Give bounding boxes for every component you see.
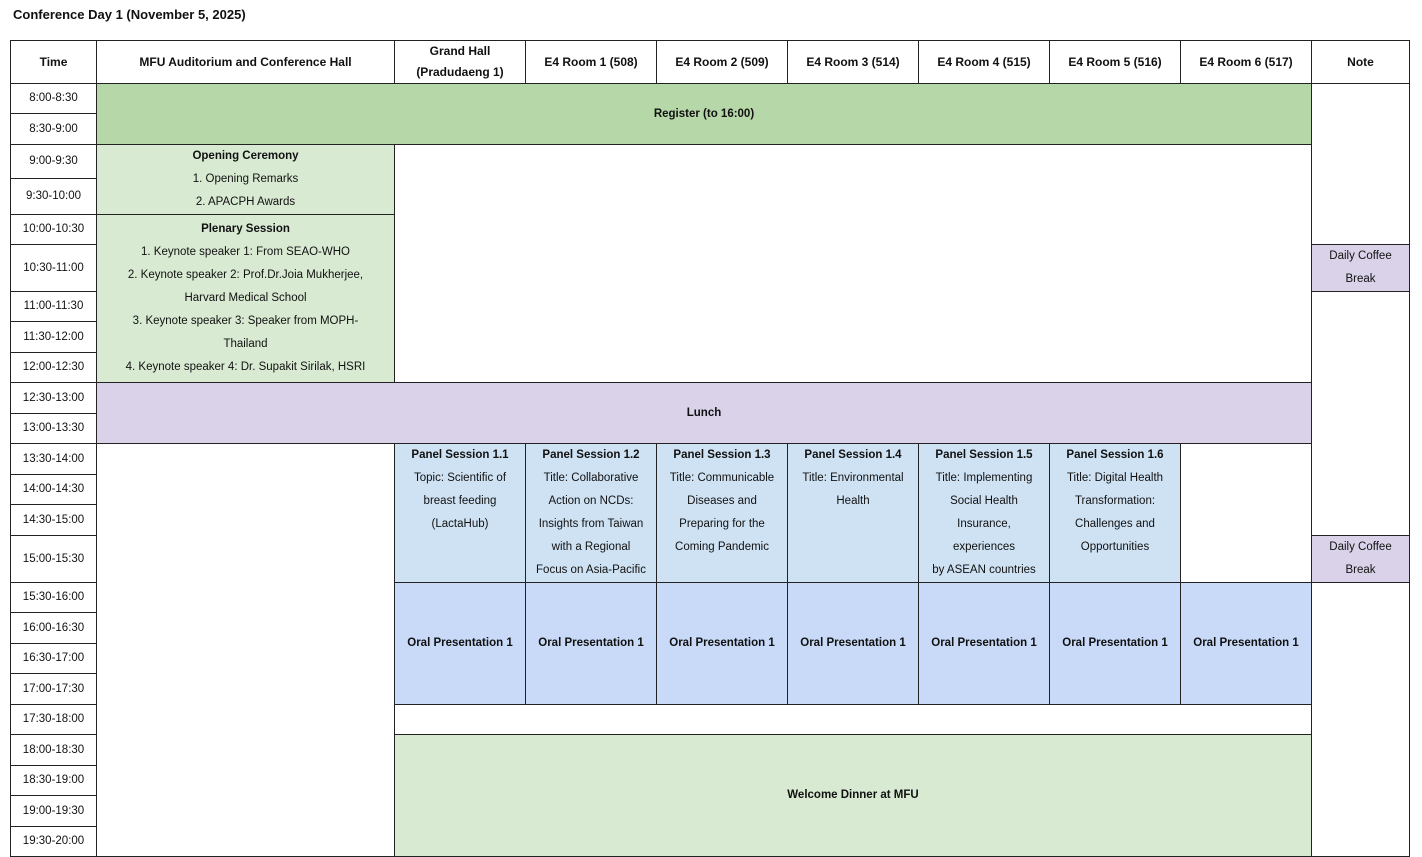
time-cell: 10:00-10:30	[11, 215, 97, 245]
header-time: Time	[11, 41, 97, 84]
oral-presentation-room3: Oral Presentation 1	[788, 583, 919, 705]
coffee-break-line: Break	[1345, 564, 1376, 576]
note-empty	[1312, 292, 1410, 536]
time-cell: 12:30-13:00	[11, 383, 97, 414]
time-cell: 16:30-17:00	[11, 644, 97, 674]
time-cell: 19:00-19:30	[11, 796, 97, 827]
opening-item: 1. Opening Remarks	[192, 173, 299, 185]
oral-presentation-grand-hall: Oral Presentation 1	[395, 583, 526, 705]
panel-line: Focus on Asia-Pacific	[536, 564, 646, 576]
time-cell: 18:30-19:00	[11, 766, 97, 796]
header-auditorium: MFU Auditorium and Conference Hall	[97, 41, 395, 84]
oral-presentation-room2: Oral Presentation 1	[657, 583, 788, 705]
note-empty	[1312, 583, 1410, 857]
panel-line: Social Health	[950, 495, 1018, 507]
header-row	[11, 41, 1410, 84]
plenary-line: Thailand	[223, 338, 268, 350]
panel-line: by ASEAN countries	[932, 564, 1036, 576]
empty-evening-gap	[395, 705, 1312, 735]
panel-title: Panel Session 1.4	[804, 449, 902, 461]
oral-presentation-room5: Oral Presentation 1	[1050, 583, 1181, 705]
panel-line: Challenges and	[1075, 518, 1155, 530]
time-cell: 13:30-14:00	[11, 444, 97, 475]
panel-title: Panel Session 1.6	[1066, 449, 1164, 461]
panel-session-1-2	[526, 444, 657, 583]
panel-line: experiences	[952, 541, 1015, 553]
panel-line: Title: Digital Health	[1066, 472, 1164, 484]
panel-line: with a Regional	[551, 541, 631, 553]
panel-session-1-4	[788, 444, 919, 583]
oral-presentation-room1: Oral Presentation 1	[526, 583, 657, 705]
header-room2: E4 Room 2 (509)	[657, 41, 788, 84]
plenary-line: 3. Keynote speaker 3: Speaker from MOPH-	[132, 315, 359, 327]
time-cell: 14:00-14:30	[11, 475, 97, 505]
schedule-table	[10, 40, 1410, 857]
time-cell: 9:00-9:30	[11, 145, 97, 179]
coffee-break-line: Daily Coffee	[1329, 541, 1392, 553]
panel-line: Insurance,	[957, 518, 1011, 530]
panel-line: Transformation:	[1074, 495, 1156, 507]
page-title: Conference Day 1 (November 5, 2025)	[13, 7, 246, 22]
time-cell: 14:30-15:00	[11, 505, 97, 536]
opening-ceremony-title: Opening Ceremony	[192, 150, 299, 162]
panel-title: Panel Session 1.3	[673, 449, 771, 461]
oral-presentation-room4: Oral Presentation 1	[919, 583, 1050, 705]
header-grand-hall-line2: (Pradudaeng 1)	[416, 65, 504, 79]
panel-title: Panel Session 1.5	[935, 449, 1033, 461]
time-cell: 17:00-17:30	[11, 674, 97, 705]
panel-session-1-1	[395, 444, 526, 583]
time-cell: 19:30-20:00	[11, 827, 97, 857]
time-cell: 13:00-13:30	[11, 414, 97, 444]
register-block: Register (to 16:00)	[97, 84, 1312, 145]
header-room4: E4 Room 4 (515)	[919, 41, 1050, 84]
time-cell: 11:00-11:30	[11, 292, 97, 322]
panel-line: Title: Collaborative	[543, 472, 639, 484]
oral-presentation-room6: Oral Presentation 1	[1181, 583, 1312, 705]
panel-line: breast feeding	[423, 495, 497, 507]
time-cell: 17:30-18:00	[11, 705, 97, 735]
header-room6: E4 Room 6 (517)	[1181, 41, 1312, 84]
empty-morning-block	[395, 145, 1312, 383]
note-empty	[1312, 84, 1410, 245]
panel-line: Title: Environmental	[802, 472, 904, 484]
panel-line: Preparing for the	[679, 518, 765, 530]
panel-title: Panel Session 1.2	[542, 449, 640, 461]
time-cell: 12:00-12:30	[11, 353, 97, 383]
plenary-line: 2. Keynote speaker 2: Prof.Dr.Joia Mukherjee,	[127, 269, 364, 281]
panel-line: Title: Communicable	[669, 472, 775, 484]
coffee-break-line: Daily Coffee	[1329, 250, 1392, 262]
header-note: Note	[1312, 41, 1410, 84]
time-cell: 9:30-10:00	[11, 179, 97, 215]
header-grand-hall	[395, 41, 526, 84]
plenary-session-block	[97, 215, 395, 383]
panel-line: Insights from Taiwan	[538, 518, 644, 530]
panel-line: Health	[836, 495, 870, 507]
time-cell: 10:30-11:00	[11, 245, 97, 292]
plenary-line: 1. Keynote speaker 1: From SEAO-WHO	[141, 246, 350, 258]
plenary-session-title: Plenary Session	[201, 223, 290, 235]
plenary-line: Harvard Medical School	[184, 292, 307, 304]
time-cell: 18:00-18:30	[11, 735, 97, 766]
coffee-break-note	[1312, 536, 1410, 583]
header-grand-hall-line1: Grand Hall	[429, 44, 491, 58]
time-cell: 16:00-16:30	[11, 613, 97, 644]
room6-panel-empty	[1181, 444, 1312, 583]
opening-item: 2. APACPH Awards	[195, 196, 296, 208]
plenary-line: 4. Keynote speaker 4: Dr. Supakit Sirilak, HSRI	[125, 361, 366, 373]
panel-session-1-5	[919, 444, 1050, 583]
panel-line: (LactaHub)	[431, 518, 489, 530]
auditorium-afternoon-empty	[97, 444, 395, 857]
panel-line: Coming Pandemic	[675, 541, 769, 553]
panel-line: Topic: Scientific of	[413, 472, 507, 484]
time-cell: 8:30-9:00	[11, 114, 97, 145]
panel-line: Diseases and	[687, 495, 757, 507]
time-cell: 11:30-12:00	[11, 322, 97, 353]
time-cell: 15:00-15:30	[11, 536, 97, 583]
coffee-break-note	[1312, 245, 1410, 292]
panel-line: Action on NCDs:	[548, 495, 634, 507]
header-room3: E4 Room 3 (514)	[788, 41, 919, 84]
panel-line: Opportunities	[1080, 541, 1150, 553]
lunch-block: Lunch	[97, 383, 1312, 444]
time-cell: 15:30-16:00	[11, 583, 97, 613]
panel-session-1-3	[657, 444, 788, 583]
panel-line: Title: Implementing	[935, 472, 1033, 484]
panel-session-1-6	[1050, 444, 1181, 583]
coffee-break-line: Break	[1345, 273, 1376, 285]
header-room1: E4 Room 1 (508)	[526, 41, 657, 84]
header-room5: E4 Room 5 (516)	[1050, 41, 1181, 84]
welcome-dinner-block: Welcome Dinner at MFU	[395, 735, 1312, 857]
panel-title: Panel Session 1.1	[411, 449, 509, 461]
opening-ceremony-block	[97, 145, 395, 215]
time-cell: 8:00-8:30	[11, 84, 97, 114]
